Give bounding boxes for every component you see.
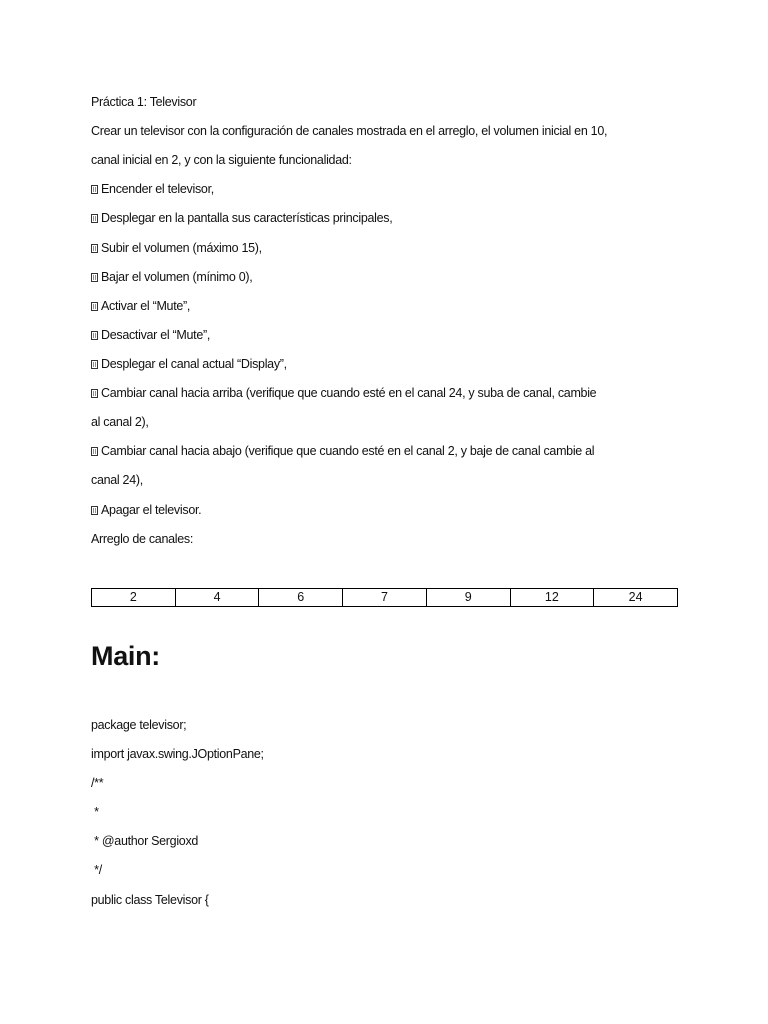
list-item (91, 298, 190, 314)
channels-table (91, 588, 678, 607)
list-item (91, 502, 201, 518)
list-item-text: Activar el “Mute”, (101, 299, 191, 313)
table-cell: 24 (594, 589, 678, 607)
table-row (92, 589, 678, 607)
code-line: /** (91, 776, 104, 790)
list-item-text: Encender el televisor, (101, 182, 214, 196)
list-item (91, 385, 596, 401)
table-cell: 2 (92, 589, 176, 607)
array-label: Arreglo de canales: (91, 532, 194, 546)
bullet-icon (91, 214, 98, 223)
list-item (91, 210, 392, 226)
bullet-icon (91, 331, 98, 340)
list-item-text: Cambiar canal hacia abajo (verifique que cuando esté en el canal 2, y baje de canal cambie al (101, 444, 595, 458)
table-cell: 12 (510, 589, 594, 607)
list-item-continuation: al canal 2), (91, 415, 149, 429)
list-item-text: Cambiar canal hacia arriba (verifique que cuando esté en el canal 24, y suba de canal, cambie (101, 386, 597, 400)
intro-text-line-2: canal inicial en 2, y con la siguiente funcionalidad: (91, 153, 352, 167)
intro-text-line-1: Crear un televisor con la configuración de canales mostrada en el arreglo, el volumen inicial en 10, (91, 124, 608, 138)
code-line: package televisor; (91, 718, 187, 732)
list-item (91, 240, 262, 256)
list-item-text: Desactivar el “Mute”, (101, 328, 211, 342)
list-item (91, 269, 252, 285)
list-item-text: Subir el volumen (máximo 15), (101, 241, 262, 255)
code-line: import javax.swing.JOptionPane; (91, 747, 264, 761)
main-heading: Main: (91, 641, 160, 671)
list-item-continuation: canal 24), (91, 473, 143, 487)
bullet-icon (91, 360, 98, 369)
list-item-text: Apagar el televisor. (101, 503, 202, 517)
table-cell: 9 (426, 589, 510, 607)
list-item (91, 443, 594, 459)
list-item (91, 356, 287, 372)
code-line: * @author Sergioxd (91, 834, 199, 848)
table-cell: 7 (343, 589, 427, 607)
list-item-text: Desplegar el canal actual “Display”, (101, 357, 287, 371)
table-cell: 6 (259, 589, 343, 607)
bullet-icon (91, 506, 98, 515)
list-item-text: Desplegar en la pantalla sus características principales, (101, 211, 393, 225)
bullet-icon (91, 185, 98, 194)
table-cell: 4 (175, 589, 259, 607)
code-line: */ (91, 863, 102, 877)
bullet-icon (91, 389, 98, 398)
list-item (91, 327, 210, 343)
code-line: * (91, 805, 99, 819)
list-item-text: Bajar el volumen (mínimo 0), (101, 270, 253, 284)
bullet-icon (91, 273, 98, 282)
list-item (91, 181, 214, 197)
document-title: Práctica 1: Televisor (91, 95, 197, 109)
bullet-icon (91, 447, 98, 456)
code-line: public class Televisor { (91, 893, 209, 907)
bullet-icon (91, 302, 98, 311)
bullet-icon (91, 244, 98, 253)
